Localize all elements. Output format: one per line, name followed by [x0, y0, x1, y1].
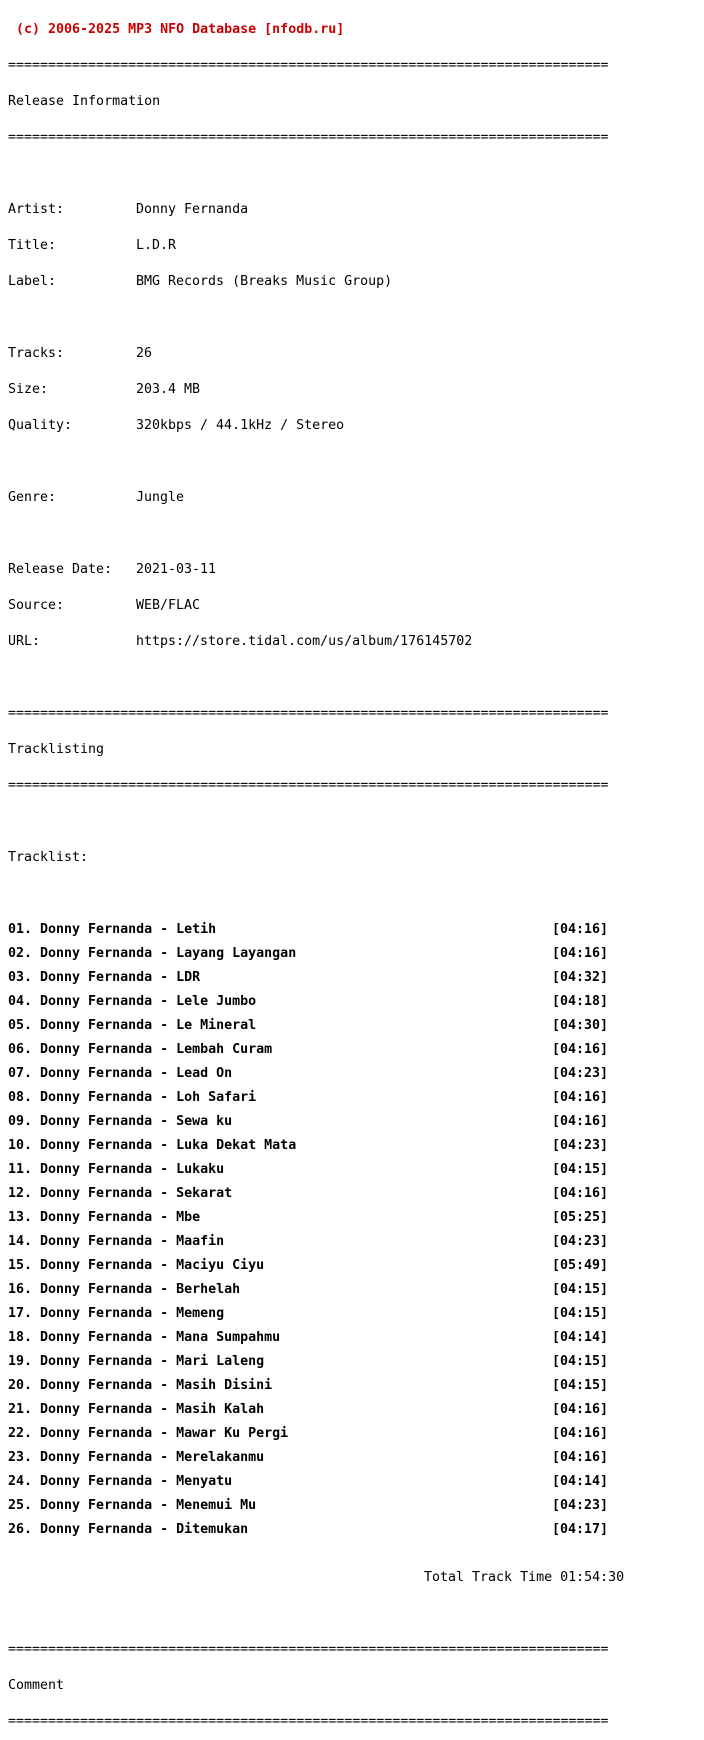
tracklist [8, 924, 704, 1548]
info-label: Quality: [8, 418, 73, 433]
info-value-release-date: 2021-03-11 [136, 562, 217, 577]
track-row [8, 1452, 704, 1464]
track-row [8, 1092, 704, 1104]
track-row [8, 1500, 704, 1512]
track-title: 24. Donny Fernanda - Menyatu [8, 1474, 233, 1489]
info-value-artist: Donny Fernanda [136, 202, 249, 217]
track-duration: [04:32] [552, 970, 609, 985]
track-row [8, 948, 704, 960]
track-duration: [04:17] [552, 1522, 609, 1537]
info-row-genre [8, 492, 704, 504]
separator: =========================================================================== [8, 778, 609, 793]
info-value-source: WEB/FLAC [136, 598, 201, 613]
info-row-size [8, 384, 704, 396]
track-row [8, 1020, 704, 1032]
track-row [8, 1212, 704, 1224]
separator: =========================================================================== [8, 130, 609, 145]
track-row [8, 1332, 704, 1344]
track-title: 18. Donny Fernanda - Mana Sumpahmu [8, 1330, 281, 1345]
track-title: 01. Donny Fernanda - Letih [8, 922, 217, 937]
track-title: 06. Donny Fernanda - Lembah Curam [8, 1042, 273, 1057]
track-duration: [04:16] [552, 922, 609, 937]
track-duration: [04:16] [552, 1114, 609, 1129]
track-row [8, 1260, 704, 1272]
track-row [8, 1164, 704, 1176]
info-label: Size: [8, 382, 49, 397]
track-title: 20. Donny Fernanda - Masih Disini [8, 1378, 273, 1393]
track-title: 16. Donny Fernanda - Berhelah [8, 1282, 241, 1297]
track-row [8, 1236, 704, 1248]
tracklist-heading: Tracklist: [8, 850, 89, 865]
track-title: 12. Donny Fernanda - Sekarat [8, 1186, 233, 1201]
track-duration: [04:23] [552, 1498, 609, 1513]
track-row [8, 1140, 704, 1152]
info-label: Artist: [8, 202, 65, 217]
track-duration: [05:49] [552, 1258, 609, 1273]
track-duration: [04:16] [552, 1042, 609, 1057]
track-title: 26. Donny Fernanda - Ditemukan [8, 1522, 249, 1537]
track-duration: [04:15] [552, 1162, 609, 1177]
info-label: Source: [8, 598, 65, 613]
credit-line: (c) 2006-2025 MP3 NFO Database [nfodb.ru] [8, 22, 345, 37]
track-duration: [04:16] [552, 1402, 609, 1417]
info-label: Release Date: [8, 562, 113, 577]
total-track-time-row [8, 1572, 704, 1584]
track-duration: [04:23] [552, 1066, 609, 1081]
track-row [8, 924, 704, 936]
track-title: 02. Donny Fernanda - Layang Layangan [8, 946, 297, 961]
info-row-url [8, 636, 704, 648]
track-title: 13. Donny Fernanda - Mbe [8, 1210, 201, 1225]
info-value-quality: 320kbps / 44.1kHz / Stereo [136, 418, 345, 433]
total-track-time: Total Track Time 01:54:30 [424, 1570, 625, 1585]
track-duration: [04:14] [552, 1330, 609, 1345]
track-title: 11. Donny Fernanda - Lukaku [8, 1162, 225, 1177]
info-value-tracks: 26 [136, 346, 153, 361]
track-title: 21. Donny Fernanda - Masih Kalah [8, 1402, 265, 1417]
track-duration: [04:18] [552, 994, 609, 1009]
info-row-source [8, 600, 704, 612]
track-row [8, 972, 704, 984]
track-duration: [04:16] [552, 946, 609, 961]
info-row-tracks [8, 348, 704, 360]
section-title-release-information: Release Information [8, 94, 161, 109]
track-title: 08. Donny Fernanda - Loh Safari [8, 1090, 257, 1105]
info-value-genre: Jungle [136, 490, 185, 505]
track-duration: [04:16] [552, 1450, 609, 1465]
track-row [8, 1380, 704, 1392]
track-row [8, 1044, 704, 1056]
track-row [8, 1116, 704, 1128]
track-row [8, 1188, 704, 1200]
track-duration: [04:15] [552, 1378, 609, 1393]
track-row [8, 1284, 704, 1296]
info-value-size: 203.4 MB [136, 382, 201, 397]
info-row-title [8, 240, 704, 252]
track-row [8, 1308, 704, 1320]
track-row [8, 1356, 704, 1368]
track-row [8, 1524, 704, 1536]
track-row [8, 1404, 704, 1416]
track-duration: [04:14] [552, 1474, 609, 1489]
track-duration: [04:16] [552, 1186, 609, 1201]
track-row [8, 1068, 704, 1080]
track-title: 04. Donny Fernanda - Lele Jumbo [8, 994, 257, 1009]
track-title: 05. Donny Fernanda - Le Mineral [8, 1018, 257, 1033]
info-row-quality [8, 420, 704, 432]
track-duration: [04:23] [552, 1138, 609, 1153]
track-title: 25. Donny Fernanda - Menemui Mu [8, 1498, 257, 1513]
track-duration: [04:15] [552, 1306, 609, 1321]
track-title: 03. Donny Fernanda - LDR [8, 970, 201, 985]
info-row-label [8, 276, 704, 288]
info-label: URL: [8, 634, 41, 649]
track-row [8, 1428, 704, 1440]
track-duration: [04:30] [552, 1018, 609, 1033]
track-title: 19. Donny Fernanda - Mari Laleng [8, 1354, 265, 1369]
track-row [8, 1476, 704, 1488]
track-duration: [04:16] [552, 1090, 609, 1105]
section-title-comment: Comment [8, 1678, 65, 1693]
track-duration: [04:15] [552, 1354, 609, 1369]
track-title: 22. Donny Fernanda - Mawar Ku Pergi [8, 1426, 289, 1441]
track-title: 14. Donny Fernanda - Maafin [8, 1234, 225, 1249]
track-title: 10. Donny Fernanda - Luka Dekat Mata [8, 1138, 297, 1153]
info-label: Genre: [8, 490, 57, 505]
track-duration: [04:15] [552, 1282, 609, 1297]
track-title: 15. Donny Fernanda - Maciyu Ciyu [8, 1258, 265, 1273]
track-duration: [04:16] [552, 1426, 609, 1441]
section-title-tracklisting: Tracklisting [8, 742, 105, 757]
track-title: 09. Donny Fernanda - Sewa ku [8, 1114, 233, 1129]
info-row-release-date [8, 564, 704, 576]
track-title: 17. Donny Fernanda - Memeng [8, 1306, 225, 1321]
info-value-url: https://store.tidal.com/us/album/176145702 [136, 634, 473, 649]
info-label: Title: [8, 238, 57, 253]
info-label: Tracks: [8, 346, 65, 361]
track-row [8, 996, 704, 1008]
separator: =========================================================================== [8, 1642, 609, 1657]
separator: =========================================================================== [8, 58, 609, 73]
info-label: Label: [8, 274, 57, 289]
info-value-label: BMG Records (Breaks Music Group) [136, 274, 393, 289]
info-row-artist [8, 204, 704, 216]
track-title: 07. Donny Fernanda - Lead On [8, 1066, 233, 1081]
track-duration: [05:25] [552, 1210, 609, 1225]
track-duration: [04:23] [552, 1234, 609, 1249]
info-value-title: L.D.R [136, 238, 177, 253]
track-title: 23. Donny Fernanda - Merelakanmu [8, 1450, 265, 1465]
separator: =========================================================================== [8, 706, 609, 721]
separator: =========================================================================== [8, 1714, 609, 1729]
